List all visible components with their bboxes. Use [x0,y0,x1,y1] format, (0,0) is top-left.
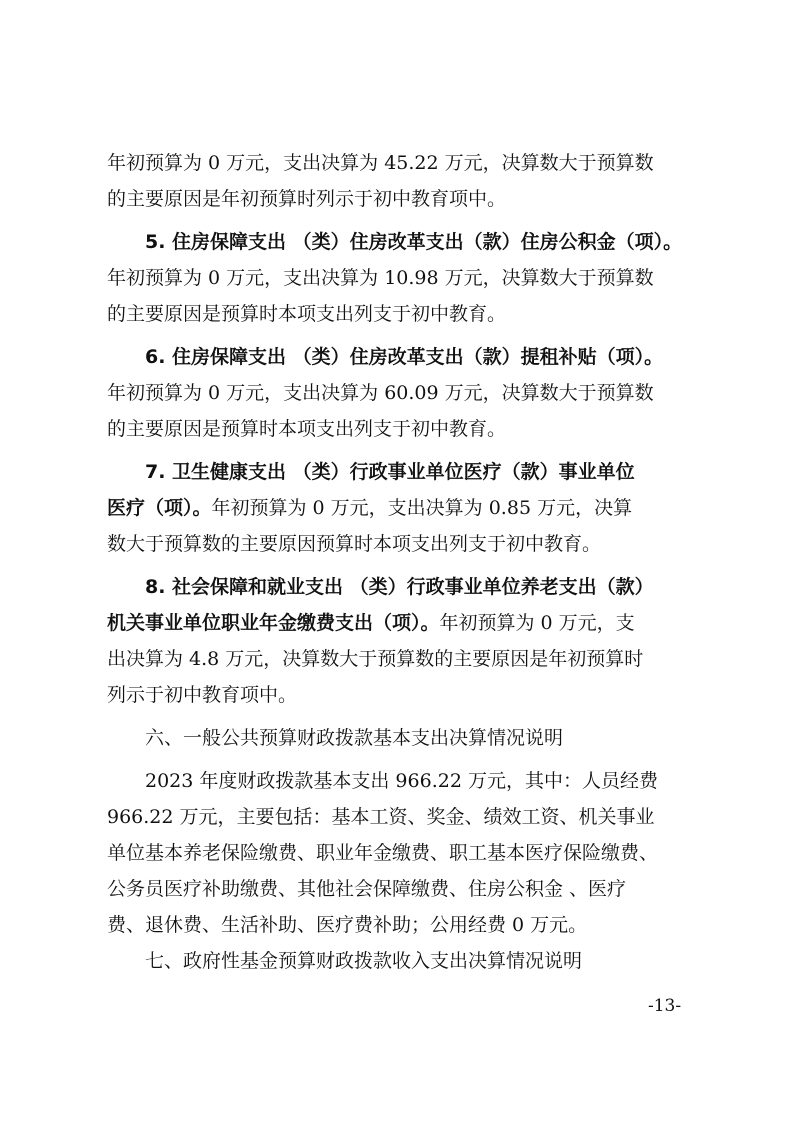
page-number: -13- [648,996,682,1016]
paragraph-line: 单位基本养老保险缴费、职业年金缴费、职工基本医疗保险缴费、 [107,842,659,864]
paragraph-line: 年初预算为 0 万元，支出决算为 45.22 万元，决算数大于预算数 [107,152,654,174]
paragraph-line: 数大于预算数的主要原因预算时本项支出列支于初中教育。 [107,533,602,555]
paragraph-line: 的主要原因是预算时本项支出列支于初中教育。 [107,303,507,325]
paragraph-line: 2023 年度财政拨款基本支出 966.22 万元，其中：人员经费 [145,770,658,792]
paragraph-line: 医疗（项）。年初预算为 0 万元，支出决算为 0.85 万元，决算 [107,497,633,519]
section-8-heading: 8. 社会保障和就业支出 （类）行政事业单位养老支出（款） [145,576,654,598]
paragraph-line: 机关事业单位职业年金缴费支出（项）。年初预算为 0 万元，支 [107,612,635,634]
section-6-heading: 6. 住房保障支出 （类）住房改革支出（款）提租补贴（项）。 [145,346,664,368]
paragraph-line: 年初预算为 0 万元，支出决算为 60.09 万元，决算数大于预算数 [107,382,654,404]
paragraph-line: 年初预算为 0 万元，支出决算为 10.98 万元，决算数大于预算数 [107,267,654,289]
chapter-7-heading: 七、政府性基金预算财政拨款收入支出决算情况说明 [145,950,583,972]
section-7-heading: 7. 卫生健康支出 （类）行政事业单位医疗（款）事业单位 [145,461,635,483]
paragraph-line: 费、退休费、生活补助、医疗费补助；公用经费 0 万元。 [107,914,588,936]
paragraph-line: 出决算为 4.8 万元，决算数大于预算数的主要原因是年初预算时 [107,648,644,670]
paragraph-line: 的主要原因是年初预算时列示于初中教育项中。 [107,188,507,210]
paragraph-line: 公务员医疗补助缴费、其他社会保障缴费、住房公积金 、医疗 [107,878,627,900]
paragraph-line: 列示于初中教育项中。 [107,684,298,706]
paragraph-line: 966.22 万元，主要包括：基本工资、奖金、绩效工资、机关事业 [107,806,655,828]
chapter-6-heading: 六、一般公共预算财政拨款基本支出决算情况说明 [145,727,564,749]
paragraph-line: 的主要原因是预算时本项支出列支于初中教育。 [107,418,507,440]
section-5-heading: 5. 住房保障支出 （类）住房改革支出（款）住房公积金（项）。 [145,231,683,253]
